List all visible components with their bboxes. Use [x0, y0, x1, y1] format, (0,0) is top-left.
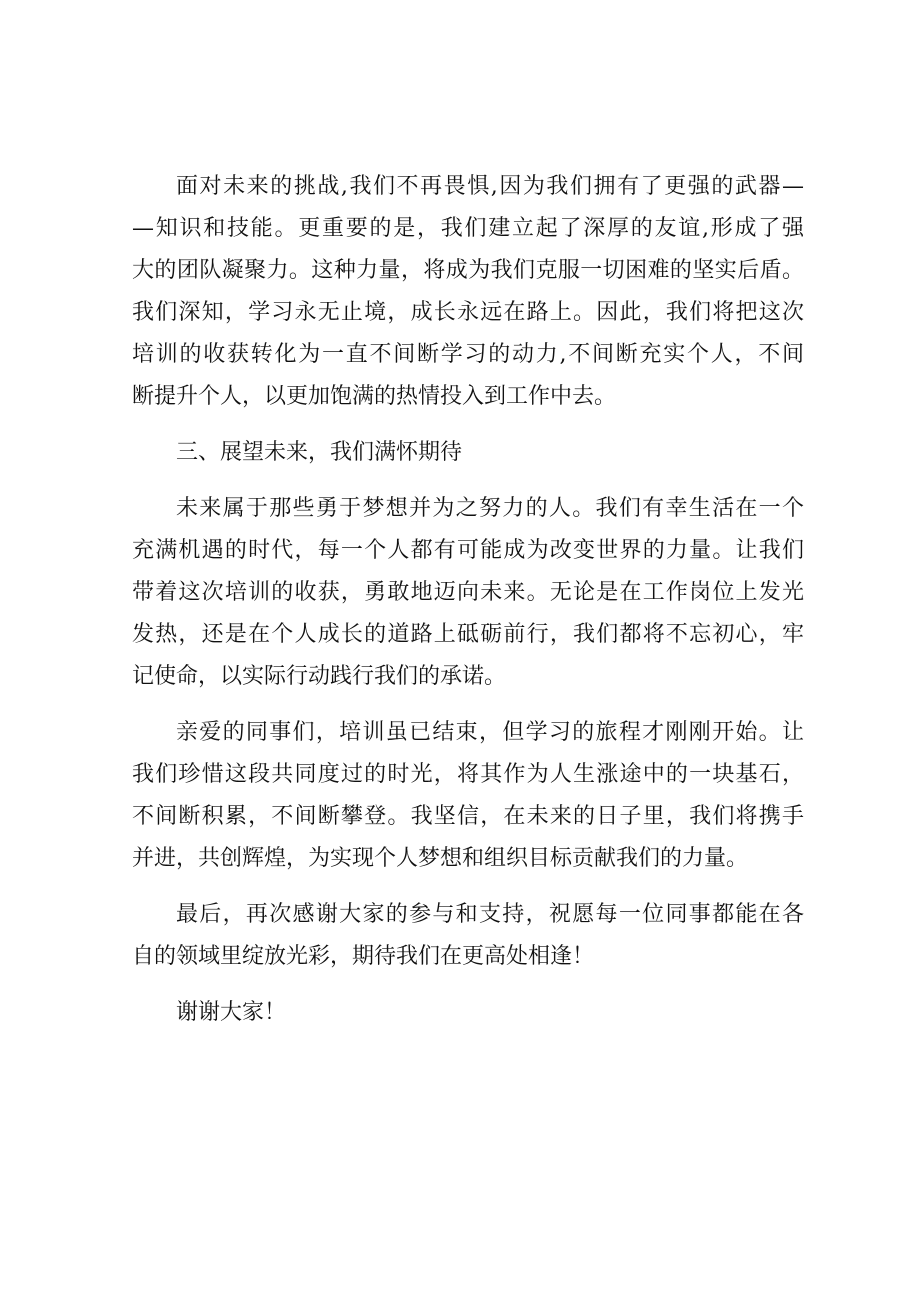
paragraph-thanks: [132, 894, 804, 978]
paragraph-future: [132, 488, 804, 698]
text-line: 记使命，以实际行动践行我们的承诺。: [132, 664, 507, 689]
text-line: 亲爱的同事们，培训虽已结束，但学习的旅程才刚刚开始。让: [176, 720, 804, 745]
text-line: 培训的收获转化为一直不间断学习的动力,不间断充实个人，不间: [132, 342, 804, 367]
text-line: —知识和技能。更重要的是，我们建立起了深厚的友谊,形成了强: [132, 216, 804, 241]
text-line: 未来属于那些勇于梦想并为之努力的人。我们有幸生活在一个: [176, 496, 804, 521]
text-line: 我们深知，学习永无止境，成长永远在路上。因此，我们将把这次: [132, 300, 804, 325]
text-line: 大的团队凝聚力。这种力量，将成为我们克服一切困难的坚实后盾。: [132, 258, 804, 283]
section-heading: [132, 432, 804, 474]
paragraph-challenges: [132, 166, 804, 418]
closing-paragraph: [132, 992, 804, 1034]
paragraph-colleagues: [132, 712, 804, 880]
text-line: 自的领域里绽放光彩，期待我们在更高处相逢！: [132, 944, 595, 969]
text-line: 最后，再次感谢大家的参与和支持，祝愿每一位同事都能在各: [176, 902, 804, 927]
text-line: 发热，还是在个人成长的道路上砥砺前行，我们都将不忘初心，牢: [132, 622, 804, 647]
text-line: 我们珍惜这段共同度过的时光，将其作为人生涨途中的一块基石，: [132, 762, 804, 787]
text-line: 带着这次培训的收获，勇敢地迈向未来。无论是在工作岗位上发光: [132, 580, 804, 605]
text-line: 不间断积累，不间断攀登。我坚信，在未来的日子里，我们将携手: [132, 804, 804, 829]
text-line: 充满机遇的时代，每一个人都有可能成为改变世界的力量。让我们: [132, 538, 804, 563]
text-line: 面对未来的挑战,我们不再畏惧,因为我们拥有了更强的武器—: [176, 174, 804, 199]
section-heading-text: 三、展望未来，我们满怀期待: [176, 440, 463, 465]
closing-text: 谢谢大家！: [176, 1000, 287, 1025]
text-line: 断提升个人，以更加饱满的热情投入到工作中去。: [132, 384, 617, 409]
document-body: [132, 166, 804, 1048]
text-line: 并进，共创辉煌，为实现个人梦想和组织目标贡献我们的力量。: [132, 846, 749, 871]
